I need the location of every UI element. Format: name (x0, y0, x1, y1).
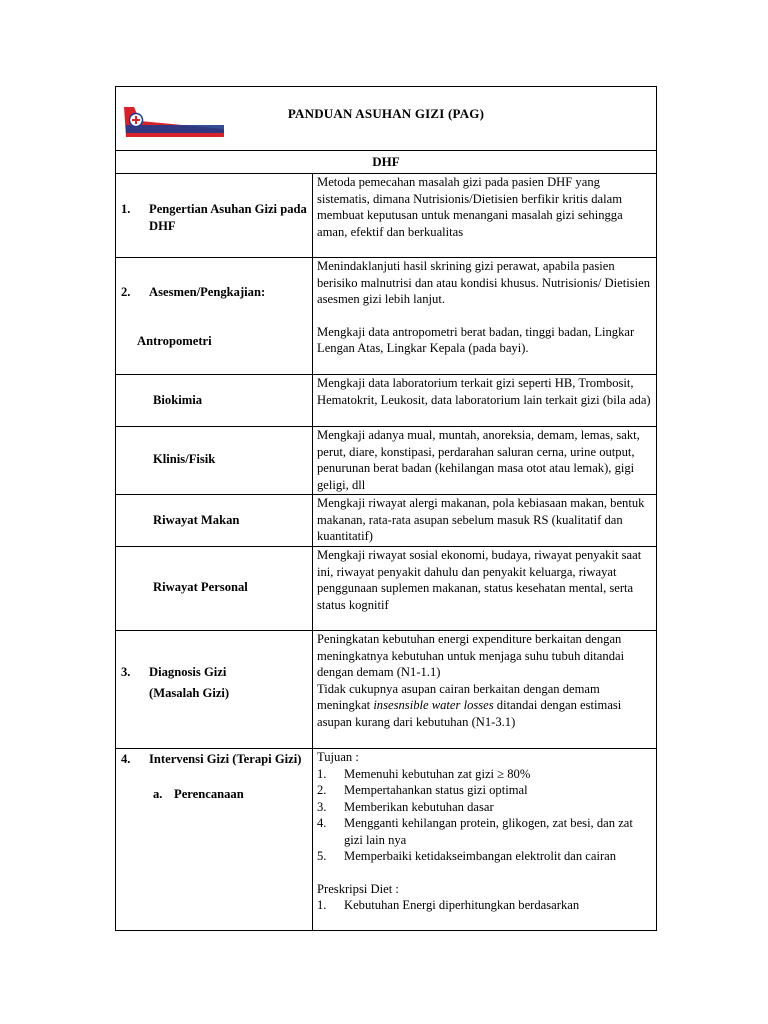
list-item: 4. Mengganti kehilangan protein, glikogen, zat besi, dan zat gizi lain nya (317, 816, 633, 847)
table-row (116, 427, 657, 495)
row-content-secondary: Tidak cukupnya asupan cairan berkaitan dengan demam meningkat insesnsible water losses ditandai dengan estimasi asupan kurang dari kebutuhan (N1-3.1) (317, 681, 622, 729)
table-row (116, 375, 657, 427)
row-content-cell (313, 174, 657, 258)
table-row (116, 547, 657, 631)
row-content: Mengkaji riwayat alergi makanan, pola kebiasaan makan, bentuk makanan, rata-rata asupan sebelum masuk RS (kualitatif dan kuantitatif) (317, 496, 645, 543)
row-label: Pengertian Asuhan Gizi pada DHF (149, 202, 307, 233)
row-number: 3. (121, 665, 131, 679)
row-content-secondary: Mengkaji data antropometri berat badan, tinggi badan, Lingkar Lengan Atas, Lingkar Kepala (pada bayi). (317, 324, 635, 355)
row-content-cell (313, 427, 657, 495)
row-label-cell (116, 631, 313, 749)
list-item: 2. Mempertahankan status gizi optimal (317, 783, 528, 797)
preskripsi-list (317, 897, 652, 914)
row-label: Riwayat Makan (153, 513, 240, 527)
row-number: 2. (121, 285, 131, 299)
row-number: 1. (121, 202, 131, 216)
row-content: Menindaklanjuti hasil skrining gizi perawat, apabila pasien berisiko malnutrisi dan atau kondisi khusus. Nutrisionis/ Dietisien asesmen gizi lebih lanjut. (317, 259, 651, 306)
row-content: Mengkaji adanya mual, muntah, anoreksia, demam, lemas, sakt, perut, diare, konstipasi, perdarahan saluran cerna, urine output, penurunan berat badan (kehilangan masa otot atau lemak), gigi geligi, dll (317, 428, 640, 492)
emphasis-text: insesnsible water losses (373, 698, 494, 712)
row-label: Intervensi Gizi (Terapi Gizi) (149, 752, 302, 766)
row-content-cell (313, 495, 657, 547)
table-row (116, 749, 657, 931)
row-sub-number: a. (153, 787, 163, 801)
row-label-cell (116, 547, 313, 631)
row-label: Klinis/Fisik (153, 452, 216, 466)
row-sublabel: Antropometri (137, 334, 212, 348)
section-title: DHF (116, 151, 657, 174)
row-content: Metoda pemecahan masalah gizi pada pasien DHF yang sistematis, dimana Nutrisionis/Dietisien berfikir kritis dalam membuat keputusan untuk menangani masalah gizi sehingga aman, efektif dan berkualitas (317, 175, 623, 239)
pag-document-table (115, 86, 657, 931)
row-content-cell (313, 375, 657, 427)
list-item: 1. Kebutuhan Energi diperhitungkan berdasarkan (317, 898, 580, 912)
row-label-cell (116, 749, 313, 931)
row-sublabel: Perencanaan (174, 787, 244, 801)
table-row (116, 174, 657, 258)
row-content: Peningkatan kebutuhan energi expenditure berkaitan dengan meningkatnya kebutuhan untuk menjaga suhu tubuh ditandai dengan demam (N1-1.1) (317, 632, 625, 679)
row-content: Mengkaji riwayat sosial ekonomi, budaya, riwayat penyakit saat ini, riwayat penyakit dahulu dan penyakit keluarga, riwayat penggunaan suplemen makanan, status kesehatan mental, serta status kognitif (317, 548, 642, 612)
tujuan-label: Tujuan : (317, 750, 359, 764)
row-label-cell (116, 495, 313, 547)
header-cell (116, 87, 657, 151)
document-title: PANDUAN ASUHAN GIZI (PAG) (287, 106, 485, 121)
row-label: Asesmen/Pengkajian: (149, 285, 266, 299)
table-row (116, 258, 657, 375)
row-label-cell (116, 258, 313, 375)
row-content-cell (313, 631, 657, 749)
preskripsi-label: Preskripsi Diet : (317, 881, 399, 896)
row-label: Biokimia (153, 393, 202, 407)
row-number: 4. (121, 752, 131, 766)
list-item: 1. Memenuhi kebutuhan zat gizi ≥ 80% (317, 766, 531, 781)
row-label-cell (116, 174, 313, 258)
table-row (116, 631, 657, 749)
row-sublabel: (Masalah Gizi) (149, 686, 230, 700)
row-label-cell (116, 375, 313, 427)
list-item: 3. Memberikan kebutuhan dasar (317, 799, 494, 814)
tujuan-list (317, 766, 652, 865)
row-content: Mengkaji data laboratorium terkait gizi seperti HB, Trombosit, Hematokrit, Leukosit, data laboratorium lain terkait gizi (bila ada) (317, 376, 651, 407)
section-row (116, 151, 657, 174)
row-label-cell (116, 427, 313, 495)
row-content-cell (313, 258, 657, 375)
list-item: 5. Memperbaiki ketidakseimbangan elektrolit dan cairan (317, 849, 617, 863)
row-label: Diagnosis Gizi (149, 665, 227, 679)
header-row (116, 87, 657, 151)
row-label: Riwayat Personal (153, 580, 248, 594)
table-row (116, 495, 657, 547)
row-content-cell (313, 547, 657, 631)
row-content-cell (313, 749, 657, 931)
